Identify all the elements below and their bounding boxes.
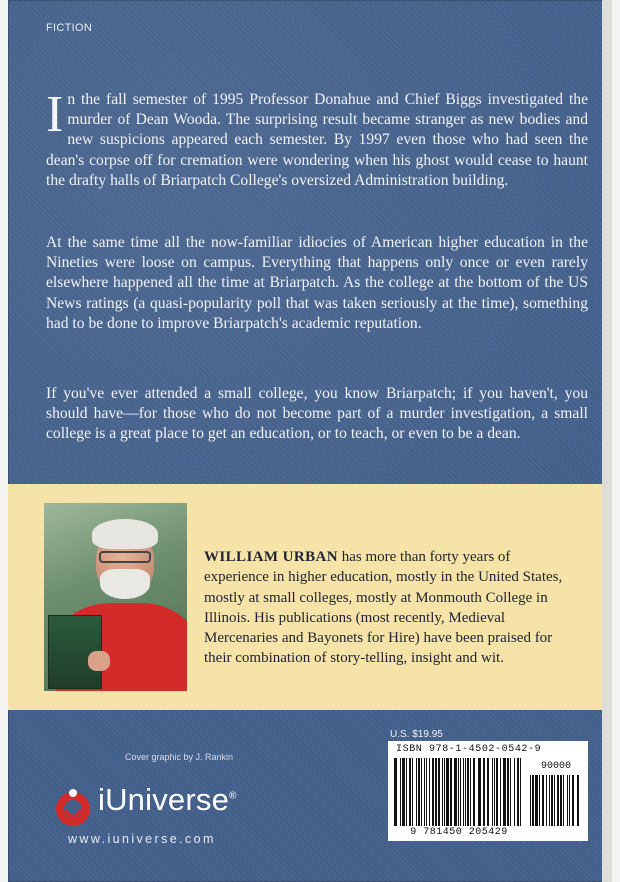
isbn-text: ISBN 978-1-4502-0542-9 — [396, 744, 542, 755]
publisher-name: iUniverse — [98, 782, 230, 817]
barcode-bar — [496, 758, 498, 826]
barcode-bar — [429, 758, 430, 826]
beard-shape — [100, 569, 150, 599]
barcode-bar — [542, 775, 544, 826]
barcode-bar — [402, 758, 405, 826]
drop-cap: I — [46, 85, 64, 143]
barcode-bar — [409, 758, 411, 826]
barcode-bar — [400, 758, 401, 826]
barcode-bar — [421, 758, 422, 826]
cover-credit: Cover graphic by J. Rankin — [125, 752, 234, 762]
author-name: WILLIAM URBAN — [204, 549, 338, 565]
barcode-bar — [406, 758, 407, 826]
barcode-bar — [465, 758, 466, 826]
barcode-bar — [535, 775, 538, 826]
barcode-bar — [572, 775, 574, 826]
barcode-bar — [483, 758, 485, 826]
barcode-bar — [500, 758, 501, 826]
page-edge — [602, 0, 612, 882]
barcode-bar — [569, 775, 570, 826]
price-label: U.S. $19.95 — [390, 729, 443, 740]
barcode-bar — [510, 758, 511, 826]
iuniverse-logo-icon[interactable] — [52, 786, 94, 828]
barcode-bar — [487, 758, 489, 826]
barcode-bar — [530, 775, 531, 826]
barcode-bar — [432, 758, 434, 826]
barcode-bar — [549, 775, 550, 826]
barcode-bar — [418, 758, 420, 826]
barcode-bar — [557, 775, 559, 826]
barcode — [388, 741, 588, 841]
blurb-paragraph-1 — [46, 85, 588, 192]
barcode-bar — [446, 758, 449, 826]
publisher-logo[interactable] — [98, 782, 237, 818]
barcode-bar — [463, 758, 464, 826]
barcode-bar — [444, 758, 445, 826]
barcode-bar — [560, 775, 562, 826]
blurb-paragraph-3: If you've ever attended a small college, you know Briarpatch; if you haven't, you should have—for those who do not become part of a murder investigation, a small college is a great place to get an education, or to teach, or even to be a dean. — [46, 384, 588, 443]
barcode-bar — [478, 758, 481, 826]
barcode-bar — [473, 758, 475, 826]
barcode-bar — [539, 775, 540, 826]
author-photo — [44, 503, 187, 691]
barcode-bar — [424, 758, 425, 826]
barcode-bar — [492, 758, 493, 826]
barcode-bar — [507, 758, 509, 826]
barcode-bar — [532, 775, 534, 826]
barcode-bar — [567, 775, 568, 826]
barcode-bar — [416, 758, 417, 826]
barcode-bar — [412, 758, 413, 826]
barcode-bar — [520, 758, 521, 826]
book-back-cover — [8, 0, 612, 882]
ean-number: 9 781450 205429 — [410, 827, 508, 838]
barcode-bar — [517, 758, 519, 826]
blurb-paragraph-2: At the same time all the now-familiar idiocies of American higher education in the Nineties were loose on campus. Everything that happens only once or even rarely elsewhere happened all the time at Briarpatch. As the college at the bottom of the US News ratings (a quasi-popularity poll that was taken seriously at the time), something had to be done to improve Briarpatch's academic reputation. — [46, 233, 588, 333]
hair-shape — [92, 519, 158, 549]
barcode-bar — [394, 758, 397, 826]
barcode-bar — [494, 758, 495, 826]
blurb-text-1: n the fall semester of 1995 Professor Donahue and Chief Biggs investigated the murder of Dean Wooda. The surprising result became stranger as new bodies and new suspicions appeared each semester. By 1997 even those who had seen the dean's corpse off for cremation were wondering when his ghost would cease to haunt the drafty halls of Briarpatch College's oversized Administration building. — [46, 90, 588, 190]
barcode-bar — [454, 758, 457, 826]
author-panel — [8, 484, 612, 710]
author-bio-text: has more than forty years of experience in higher education, mostly in the United States, mostly at small colleges, mostly at Monmouth College in Illinois. His publications (most recently, Medieval Mercenaries and Bayonets for Hire) have been praised for their combination of story-telling, insight and wit. — [204, 549, 563, 667]
barcode-bar — [426, 758, 427, 826]
barcode-bar — [442, 758, 443, 826]
addon-barcode-bars — [530, 775, 582, 826]
author-bio — [204, 547, 574, 669]
genre-label: FICTION — [46, 22, 93, 34]
publisher-url[interactable]: www.iuniverse.com — [68, 832, 216, 846]
ean-barcode-bars — [394, 758, 522, 826]
barcode-bar — [450, 758, 452, 826]
hand-shape — [88, 651, 110, 671]
barcode-bar — [435, 758, 437, 826]
barcode-bar — [470, 758, 471, 826]
barcode-bar — [458, 758, 459, 826]
barcode-bar — [467, 758, 469, 826]
barcode-bar — [503, 758, 506, 826]
barcode-bar — [551, 775, 553, 826]
barcode-bar — [514, 758, 515, 826]
registered-mark: ® — [229, 790, 237, 802]
barcode-bar — [460, 758, 461, 826]
barcode-bar — [554, 775, 555, 826]
barcode-bar — [563, 775, 564, 826]
glasses-shape — [99, 551, 151, 563]
addon-number: 90000 — [540, 761, 571, 772]
barcode-bar — [438, 758, 440, 826]
barcode-bar — [577, 775, 579, 826]
barcode-bar — [546, 775, 547, 826]
